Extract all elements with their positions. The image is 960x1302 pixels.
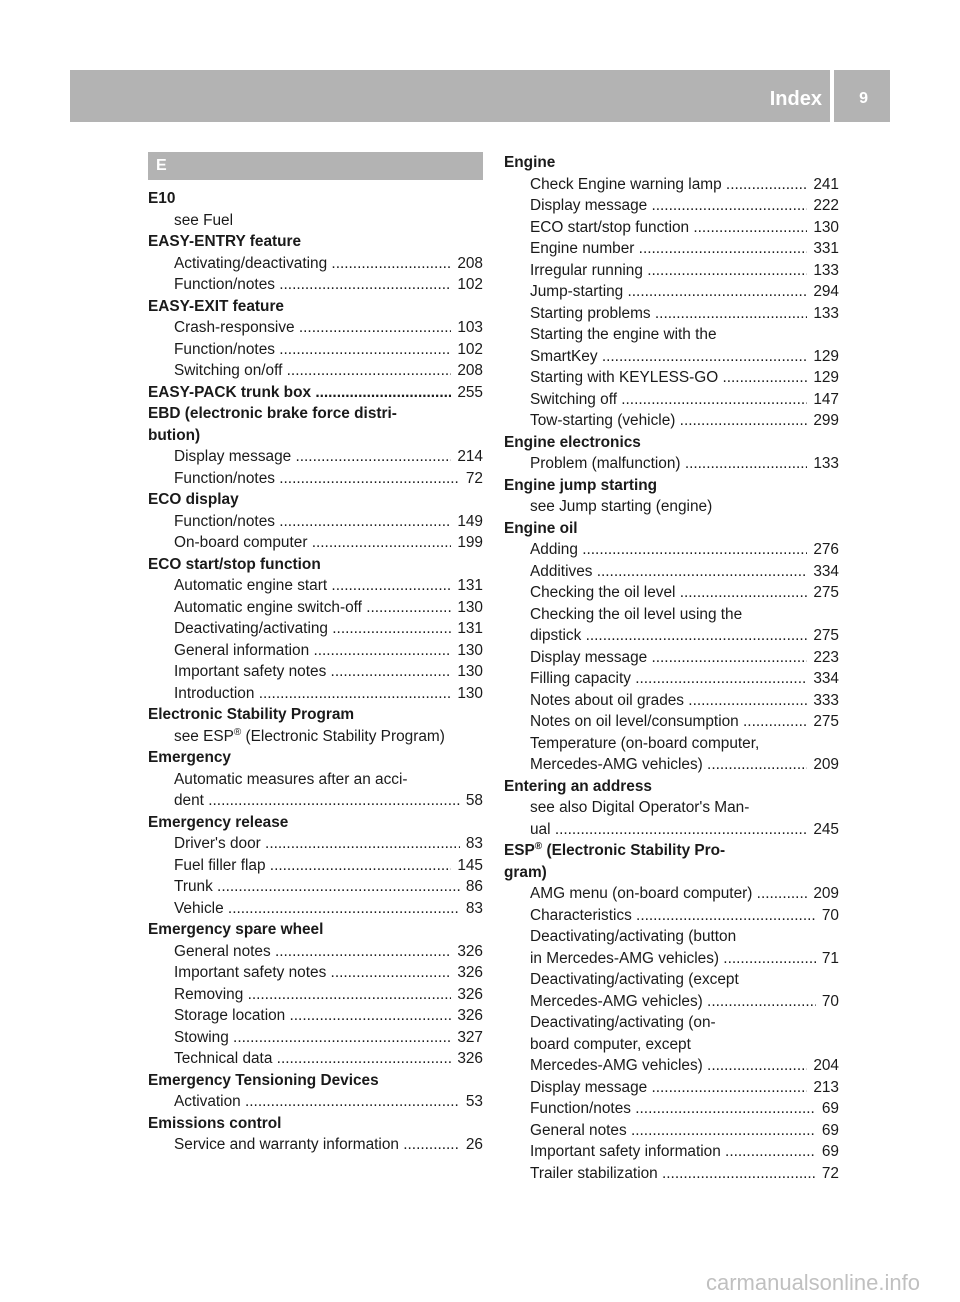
index-subentry: board computer, except: [530, 1035, 691, 1053]
index-entry: [504, 539, 839, 561]
index-subentry: Starting the engine with the: [530, 326, 717, 343]
entry-page-number: 129: [813, 369, 839, 386]
index-term: Engine oil: [504, 519, 578, 537]
index-entry: [148, 683, 483, 705]
entry-label: Technical data .....: [174, 1048, 451, 1070]
entry-label: Mercedes-AMG vehicles) .....: [530, 991, 816, 1013]
index-column-left: [148, 152, 483, 1156]
entry-page-number: 131: [457, 620, 483, 637]
index-term: Emergency spare wheel: [148, 921, 324, 938]
entry-page-number: 199: [457, 534, 483, 551]
entry-page-number: 326: [457, 1050, 483, 1067]
index-subentry: [148, 726, 483, 748]
index-entry: [504, 217, 839, 239]
entry-page-number: 130: [457, 684, 483, 702]
entry-page-number: 131: [457, 577, 483, 594]
index-column-right: [504, 152, 839, 1184]
entry-page-number: 208: [457, 362, 483, 379]
index-entry: [504, 260, 839, 282]
entry-page-number: 102: [457, 340, 483, 358]
index-term: Emergency release: [148, 813, 289, 831]
index-entry: [148, 360, 483, 382]
entry-label: Additives .....: [530, 561, 807, 583]
index-entry: [504, 625, 839, 647]
entry-page-number: 26: [465, 1136, 483, 1153]
index-term: E10: [148, 190, 176, 207]
entry-page-number: 334: [813, 670, 839, 687]
entry-label: Filling capacity .....: [530, 668, 807, 690]
entry-page-number: 72: [465, 469, 483, 487]
entry-page-number: 103: [457, 319, 483, 336]
index-subentry: see Jump starting (engine): [530, 498, 713, 515]
entry-label: Automatic engine start .....: [174, 575, 451, 597]
entry-label: dent .....: [174, 790, 460, 812]
entry-label: Irregular running .....: [530, 260, 807, 282]
entry-page-number: 241: [813, 175, 839, 193]
entry-label: Engine number .....: [530, 238, 807, 260]
entry-label: Switching on/off .....: [174, 360, 451, 382]
entry-page-number: 145: [457, 856, 483, 874]
entry-page-number: 71: [821, 949, 839, 967]
index-entry: [148, 468, 483, 490]
index-entry: [504, 883, 839, 905]
index-entry: [148, 1005, 483, 1027]
entry-label: Fuel filler flap .....: [174, 855, 451, 877]
entry-label: Display message .....: [530, 1077, 807, 1099]
entry-label: Starting with KEYLESS-GO .....: [530, 367, 807, 389]
index-list-left: [148, 188, 483, 1156]
header-divider: [830, 70, 834, 122]
entry-text: (Electronic Stability Pro-: [542, 842, 726, 859]
index-subentry: Deactivating/activating (on-: [530, 1014, 716, 1031]
entry-label: Tow-starting (vehicle) .....: [530, 410, 807, 432]
index-entry: [504, 948, 839, 970]
index-entry: [504, 905, 839, 927]
index-term: [504, 840, 839, 862]
entry-label: Problem (malfunction) .....: [530, 453, 807, 475]
index-term: Emergency Tensioning Devices: [148, 1071, 379, 1089]
registered-mark: ®: [534, 840, 543, 852]
entry-label: Notes about oil grades .....: [530, 690, 807, 712]
entry-label: On-board computer .....: [174, 532, 451, 554]
index-term: Electronic Stability Program: [148, 706, 355, 723]
entry-label: Stowing .....: [174, 1027, 451, 1049]
entry-page-number: 58: [465, 792, 483, 809]
entry-page-number: 69: [821, 1100, 839, 1117]
index-entry: [148, 575, 483, 597]
entry-page-number: 326: [457, 942, 483, 960]
index-term: EASY-ENTRY feature: [148, 233, 302, 250]
index-subentry: see also Digital Operator's Man-: [530, 799, 750, 816]
index-entry: [148, 274, 483, 296]
index-subentry: see Fuel: [174, 211, 234, 229]
index-entry: [504, 690, 839, 712]
index-entry: [504, 647, 839, 669]
entry-page-number: 214: [457, 448, 483, 465]
entry-page-number: 208: [457, 254, 483, 272]
entry-label: AMG menu (on-board computer) .....: [530, 883, 807, 905]
entry-label: Adding .....: [530, 539, 807, 561]
entry-label: General notes .....: [174, 941, 451, 963]
index-entry: [504, 1163, 839, 1185]
entry-label: Driver's door .....: [174, 833, 460, 855]
index-entry: [504, 238, 839, 260]
index-entry: [504, 303, 839, 325]
index-entry: [148, 532, 483, 554]
entry-label: Function/notes .....: [174, 274, 451, 296]
entry-label: Activating/deactivating .....: [174, 253, 451, 275]
entry-page-number: 70: [821, 906, 839, 924]
index-term: Emissions control: [148, 1114, 282, 1132]
entry-label: Important safety information .....: [530, 1141, 816, 1163]
entry-page-number: 334: [813, 562, 839, 580]
entry-label: Characteristics .....: [530, 905, 816, 927]
index-entry: [504, 1055, 839, 1077]
entry-label: Trunk .....: [174, 876, 460, 898]
index-term: Engine: [504, 154, 556, 171]
index-entry: [504, 410, 839, 432]
entry-page-number: 69: [821, 1143, 839, 1160]
index-entry: [148, 1091, 483, 1113]
entry-label: ECO start/stop function .....: [530, 217, 807, 239]
index-entry: [504, 1077, 839, 1099]
entry-label: Mercedes-AMG vehicles) .....: [530, 754, 807, 776]
entry-page-number: 331: [813, 240, 839, 257]
entry-page-number: 133: [813, 455, 839, 472]
entry-label: Switching off .....: [530, 389, 807, 411]
entry-page-number: 53: [465, 1093, 483, 1110]
index-term: Emergency: [148, 749, 231, 766]
watermark: carmanualsonline.info: [705, 1270, 920, 1295]
entry-page-number: 72: [821, 1164, 839, 1182]
entry-page-number: 209: [813, 756, 839, 773]
entry-label: ual .....: [530, 819, 807, 841]
entry-page-number: 326: [457, 964, 483, 981]
entry-label: Mercedes-AMG vehicles) .....: [530, 1055, 807, 1077]
entry-label: Automatic engine switch-off .....: [174, 597, 451, 619]
entry-page-number: 275: [813, 713, 839, 730]
entry-page-number: 86: [465, 878, 483, 895]
index-entry: [148, 962, 483, 984]
entry-page-number: 299: [813, 412, 839, 429]
index-entry: [148, 511, 483, 533]
entry-label: Service and warranty information .....: [174, 1134, 460, 1156]
index-entry: [148, 941, 483, 963]
index-entry: [148, 833, 483, 855]
entry-page-number: 326: [457, 985, 483, 1003]
index-term: EASY-EXIT feature: [148, 297, 284, 315]
index-entry: [148, 898, 483, 920]
entry-page-number: 327: [457, 1028, 483, 1046]
entry-label: EASY-PACK trunk box .....: [148, 382, 451, 404]
index-entry: [504, 754, 839, 776]
entry-label: SmartKey .....: [530, 346, 807, 368]
entry-page-number: 130: [457, 598, 483, 616]
entry-page-number: 69: [821, 1121, 839, 1139]
entry-label: Notes on oil level/consumption .....: [530, 711, 807, 733]
index-subentry: Checking the oil level using the: [530, 605, 743, 623]
registered-mark: ®: [233, 726, 242, 738]
entry-page-number: 129: [813, 347, 839, 365]
entry-label: Trailer stabilization .....: [530, 1163, 816, 1185]
entry-page-number: 222: [813, 197, 839, 214]
index-entry: [148, 876, 483, 898]
entry-label: General information .....: [174, 640, 451, 662]
index-entry: [148, 640, 483, 662]
entry-label: Function/notes .....: [174, 468, 460, 490]
entry-page-number: 130: [457, 641, 483, 659]
entry-label: Function/notes .....: [530, 1098, 816, 1120]
entry-page-number: 133: [813, 304, 839, 322]
entry-page-number: 204: [813, 1057, 839, 1074]
index-entry: [504, 819, 839, 841]
entry-page-number: 83: [465, 899, 483, 917]
index-entry: [504, 668, 839, 690]
index-entry: [504, 561, 839, 583]
entry-page-number: 276: [813, 541, 839, 558]
entry-page-number: 275: [813, 627, 839, 644]
page-number: 9: [859, 90, 868, 107]
letter-heading: E: [148, 152, 483, 180]
index-entry: [148, 984, 483, 1006]
entry-page-number: 209: [813, 885, 839, 902]
entry-label: Display message .....: [530, 195, 807, 217]
entry-text: ESP: [504, 842, 535, 859]
page-title: Index: [769, 88, 822, 110]
index-entry: [148, 253, 483, 275]
index-term: ECO display: [148, 491, 239, 508]
index-subentry: Deactivating/activating (button: [530, 928, 737, 945]
index-term: gram): [504, 863, 547, 881]
index-entry: [504, 711, 839, 733]
index-entry: [148, 618, 483, 640]
entry-page-number: 333: [813, 691, 839, 709]
entry-page-number: 275: [813, 584, 839, 601]
index-term-entry: [148, 382, 483, 404]
index-subentry: Automatic measures after an acci-: [174, 770, 408, 788]
entry-label: Display message .....: [530, 647, 807, 669]
entry-label: Checking the oil level .....: [530, 582, 807, 604]
entry-label: Removing .....: [174, 984, 451, 1006]
page-header: [70, 70, 890, 122]
index-list-right: [504, 152, 839, 1184]
entry-page-number: 147: [813, 390, 839, 408]
entry-page-number: 223: [813, 648, 839, 666]
index-entry: [148, 661, 483, 683]
entry-page-number: 149: [457, 512, 483, 530]
index-entry: [504, 281, 839, 303]
entry-label: Starting problems .....: [530, 303, 807, 325]
index-entry: [148, 339, 483, 361]
entry-page-number: 294: [813, 283, 839, 300]
index-entry: [504, 174, 839, 196]
index-entry: [504, 453, 839, 475]
index-entry: [504, 991, 839, 1013]
entry-label: General notes .....: [530, 1120, 816, 1142]
index-subentry: Temperature (on-board computer,: [530, 734, 760, 752]
index-entry: [504, 1141, 839, 1163]
index-entry: [148, 855, 483, 877]
index-entry: [504, 346, 839, 368]
index-entry: [148, 790, 483, 812]
index-term: bution): [148, 426, 201, 444]
index-term: Engine electronics: [504, 433, 641, 451]
index-entry: [504, 195, 839, 217]
entry-label: Display message .....: [174, 446, 451, 468]
index-entry: [148, 446, 483, 468]
entry-page-number: 245: [813, 820, 839, 838]
entry-page-number: 130: [457, 663, 483, 680]
index-term: Entering an address: [504, 777, 652, 795]
entry-label: Function/notes .....: [174, 339, 451, 361]
entry-page-number: 326: [457, 1007, 483, 1024]
entry-page-number: 255: [457, 383, 483, 401]
entry-label: Important safety notes .....: [174, 962, 451, 984]
entry-page-number: 133: [813, 261, 839, 279]
entry-text: (Electronic Stability Program): [241, 727, 445, 745]
entry-label: in Mercedes-AMG vehicles) .....: [530, 948, 816, 970]
entry-label: Vehicle .....: [174, 898, 460, 920]
index-entry: [148, 1048, 483, 1070]
index-entry: [504, 582, 839, 604]
index-term: Engine jump starting: [504, 476, 658, 494]
entry-label: Important safety notes .....: [174, 661, 451, 683]
entry-label: dipstick .....: [530, 625, 807, 647]
index-entry: [148, 1134, 483, 1156]
entry-label: Function/notes .....: [174, 511, 451, 533]
entry-text: see ESP: [174, 727, 234, 745]
entry-label: Jump-starting .....: [530, 281, 807, 303]
index-entry: [504, 389, 839, 411]
entry-page-number: 130: [813, 218, 839, 236]
entry-label: Storage location .....: [174, 1005, 451, 1027]
entry-page-number: 83: [465, 835, 483, 852]
entry-label: Introduction .....: [174, 683, 451, 705]
entry-label: Check Engine warning lamp .....: [530, 174, 807, 196]
index-subentry: Deactivating/activating (except: [530, 971, 739, 988]
entry-label: Activation .....: [174, 1091, 460, 1113]
entry-page-number: 102: [457, 276, 483, 293]
index-entry: [148, 1027, 483, 1049]
index-entry: [504, 367, 839, 389]
index-entry: [504, 1098, 839, 1120]
index-entry: [148, 597, 483, 619]
index-term: ECO start/stop function: [148, 555, 321, 573]
entry-page-number: 70: [821, 992, 839, 1010]
index-entry: [504, 1120, 839, 1142]
index-entry: [148, 317, 483, 339]
index-term: EBD (electronic brake force distri-: [148, 405, 397, 422]
entry-label: Deactivating/activating .....: [174, 618, 451, 640]
entry-page-number: 213: [813, 1078, 839, 1096]
entry-label: Crash-responsive .....: [174, 317, 451, 339]
